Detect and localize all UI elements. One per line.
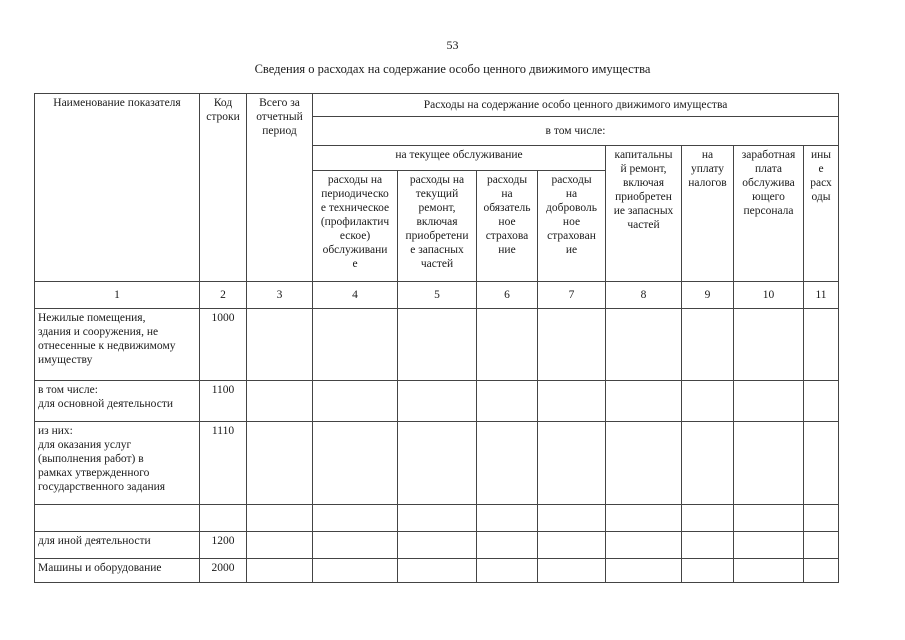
empty-cell — [606, 309, 682, 381]
empty-cell — [538, 422, 606, 505]
header-current-maintenance: на текущее обслуживание — [313, 146, 606, 171]
empty-cell — [247, 532, 313, 559]
row-label: Нежилые помещения, здания и сооружения, не отнесенные к недвижимому имуществу — [35, 309, 200, 381]
empty-cell — [477, 422, 538, 505]
empty-cell — [477, 309, 538, 381]
row-code: 1100 — [200, 381, 247, 422]
empty-cell — [313, 422, 398, 505]
empty-cell — [538, 309, 606, 381]
header-mandatory-insurance: расходы на обязатель ное страхова ние — [477, 171, 538, 282]
column-number: 5 — [398, 282, 477, 309]
header-capital-repair: капитальны й ремонт, включая приобретен ие запасных частей — [606, 146, 682, 282]
header-taxes: на уплату налогов — [682, 146, 734, 282]
empty-cell — [538, 505, 606, 532]
header-including: в том числе: — [313, 117, 839, 146]
empty-cell — [682, 532, 734, 559]
column-number: 11 — [804, 282, 839, 309]
header-current-repair: расходы на текущий ремонт, включая приобретени е запасных частей — [398, 171, 477, 282]
header-other: ины е расх оды — [804, 146, 839, 282]
table-row — [35, 422, 839, 505]
table-row — [35, 505, 839, 532]
empty-cell — [538, 559, 606, 583]
empty-cell — [313, 559, 398, 583]
column-number: 1 — [35, 282, 200, 309]
empty-cell — [477, 381, 538, 422]
empty-cell — [682, 505, 734, 532]
page-number: 53 — [446, 38, 459, 52]
header-salary: заработная плата обслужива ющего персонала — [734, 146, 804, 282]
empty-cell — [313, 532, 398, 559]
empty-cell — [734, 422, 804, 505]
empty-cell — [804, 309, 839, 381]
empty-cell — [606, 381, 682, 422]
row-label: из них: для оказания услуг (выполнения работ) в рамках утвержденного государственного задания — [35, 422, 200, 505]
row-label: Машины и оборудование — [35, 559, 200, 583]
column-number-row — [35, 282, 839, 309]
empty-cell — [682, 309, 734, 381]
empty-cell — [734, 559, 804, 583]
empty-cell — [477, 559, 538, 583]
empty-cell — [606, 505, 682, 532]
header-total: Всего за отчетный период — [247, 94, 313, 282]
empty-cell — [398, 505, 477, 532]
row-code — [200, 505, 247, 532]
empty-cell — [734, 505, 804, 532]
empty-cell — [606, 559, 682, 583]
empty-cell — [734, 381, 804, 422]
empty-cell — [313, 309, 398, 381]
empty-cell — [398, 381, 477, 422]
row-label — [35, 505, 200, 532]
empty-cell — [606, 532, 682, 559]
empty-cell — [398, 559, 477, 583]
empty-cell — [247, 309, 313, 381]
column-number: 4 — [313, 282, 398, 309]
empty-cell — [313, 381, 398, 422]
column-number: 7 — [538, 282, 606, 309]
empty-cell — [804, 532, 839, 559]
row-code: 1110 — [200, 422, 247, 505]
empty-cell — [682, 381, 734, 422]
header-code: Код строки — [200, 94, 247, 282]
column-number: 9 — [682, 282, 734, 309]
row-label: в том числе: для основной деятельности — [35, 381, 200, 422]
empty-cell — [398, 422, 477, 505]
empty-cell — [247, 381, 313, 422]
table-row — [35, 532, 839, 559]
empty-cell — [398, 309, 477, 381]
header-periodic-maintenance: расходы на периодическо е техническое (профилактич еское) обслуживани е — [313, 171, 398, 282]
empty-cell — [313, 505, 398, 532]
table-row — [35, 381, 839, 422]
empty-cell — [477, 505, 538, 532]
row-code: 1200 — [200, 532, 247, 559]
empty-cell — [538, 381, 606, 422]
empty-cell — [247, 559, 313, 583]
empty-cell — [804, 505, 839, 532]
column-number: 3 — [247, 282, 313, 309]
expenses-table — [34, 93, 839, 583]
column-number: 10 — [734, 282, 804, 309]
empty-cell — [804, 422, 839, 505]
header-indicator: Наименование показателя — [35, 94, 200, 282]
empty-cell — [538, 532, 606, 559]
column-number: 6 — [477, 282, 538, 309]
empty-cell — [734, 532, 804, 559]
empty-cell — [247, 505, 313, 532]
empty-cell — [804, 381, 839, 422]
table-row — [35, 559, 839, 583]
column-number: 8 — [606, 282, 682, 309]
empty-cell — [247, 422, 313, 505]
empty-cell — [734, 309, 804, 381]
empty-cell — [606, 422, 682, 505]
table-row — [35, 309, 839, 381]
header-expenses: Расходы на содержание особо ценного движимого имущества — [313, 94, 839, 117]
empty-cell — [682, 559, 734, 583]
empty-cell — [398, 532, 477, 559]
column-number: 2 — [200, 282, 247, 309]
row-label: для иной деятельности — [35, 532, 200, 559]
empty-cell — [477, 532, 538, 559]
empty-cell — [682, 422, 734, 505]
document-title: Сведения о расходах на содержание особо ценного движимого имущества — [254, 62, 651, 76]
header-voluntary-insurance: расходы на доброволь ное страхован ие — [538, 171, 606, 282]
row-code: 1000 — [200, 309, 247, 381]
header-row-1 — [35, 94, 839, 117]
empty-cell — [804, 559, 839, 583]
row-code: 2000 — [200, 559, 247, 583]
